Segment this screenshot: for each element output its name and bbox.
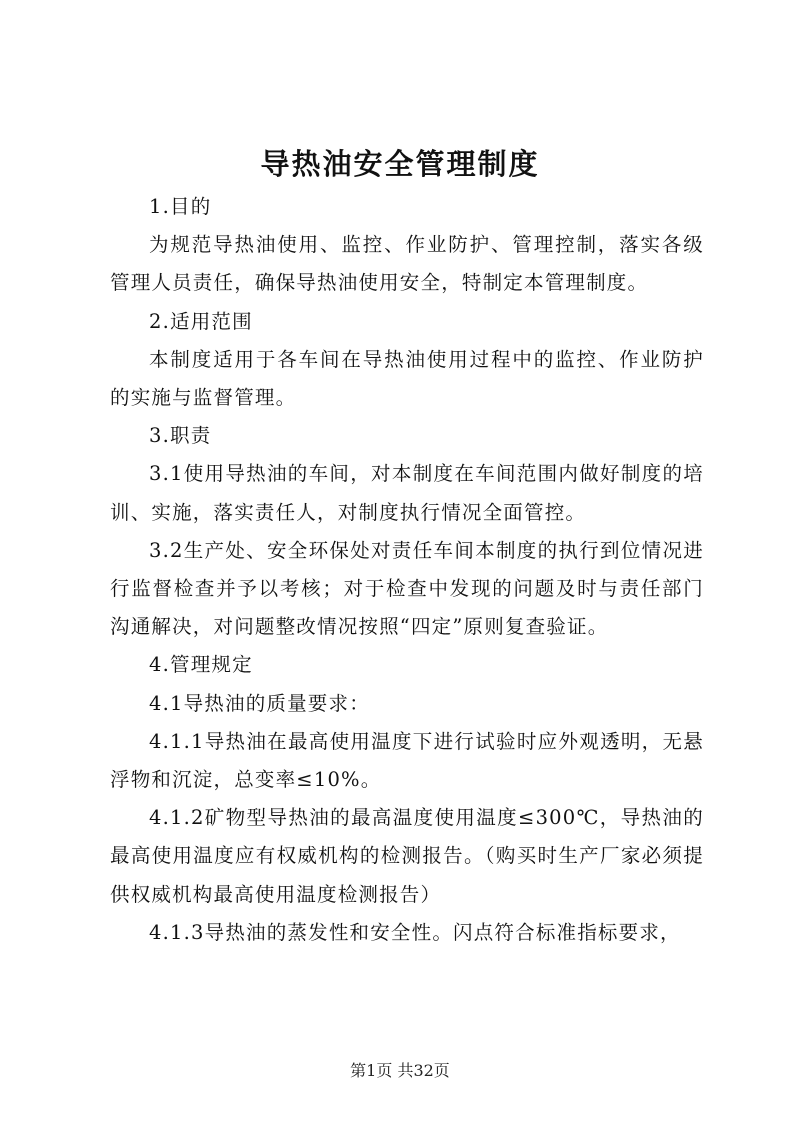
section-heading-rules: 4.管理规定 xyxy=(149,653,253,677)
paragraph-rule-4-1-2: 4.1.2矿物型导热油的最高温度使用温度≤300℃，导热油的最高使用温度应有权威机构的检测报告。（购买时生产厂家必须提供权威机构最高使用温度检测报告） xyxy=(110,806,704,906)
paragraph-scope: 本制度适用于各车间在导热油使用过程中的监控、作业防护的实施与监督管理。 xyxy=(110,347,704,410)
paragraph-purpose: 为规范导热油使用、监控、作业防护、管理控制，落实各级管理人员责任，确保导热油使用安全，特制定本管理制度。 xyxy=(110,233,704,295)
document-body xyxy=(110,188,704,952)
page-footer: 第1页 共32页 xyxy=(350,1061,450,1080)
section-heading-purpose: 1.目的 xyxy=(149,195,212,218)
section-heading-scope: 2.适用范围 xyxy=(149,309,253,333)
paragraph-rule-4-1-1: 4.1.1导热油在最高使用温度下进行试验时应外观透明，无悬浮物和沉淀，总变率≤10%。 xyxy=(110,729,704,792)
paragraph-rule-4-1: 4.1导热油的质量要求： xyxy=(149,691,370,715)
document-title: 导热油安全管理制度 xyxy=(260,147,540,181)
paragraph-rule-4-1-3: 4.1.3导热油的蒸发性和安全性。闪点符合标准指标要求， xyxy=(149,920,681,944)
section-heading-duties: 3.职责 xyxy=(149,424,212,448)
paragraph-duty-3-2: 3.2生产处、安全环保处对责任车间本制度的执行到位情况进行监督检查并予以考核；对于检查中发现的问题及时与责任部门沟通解决，对问题整改情况按照“四定”原则复查验证。 xyxy=(110,538,704,639)
paragraph-duty-3-1: 3.1使用导热油的车间，对本制度在车间范围内做好制度的培训、实施，落实责任人，对制度执行情况全面管控。 xyxy=(110,462,704,524)
